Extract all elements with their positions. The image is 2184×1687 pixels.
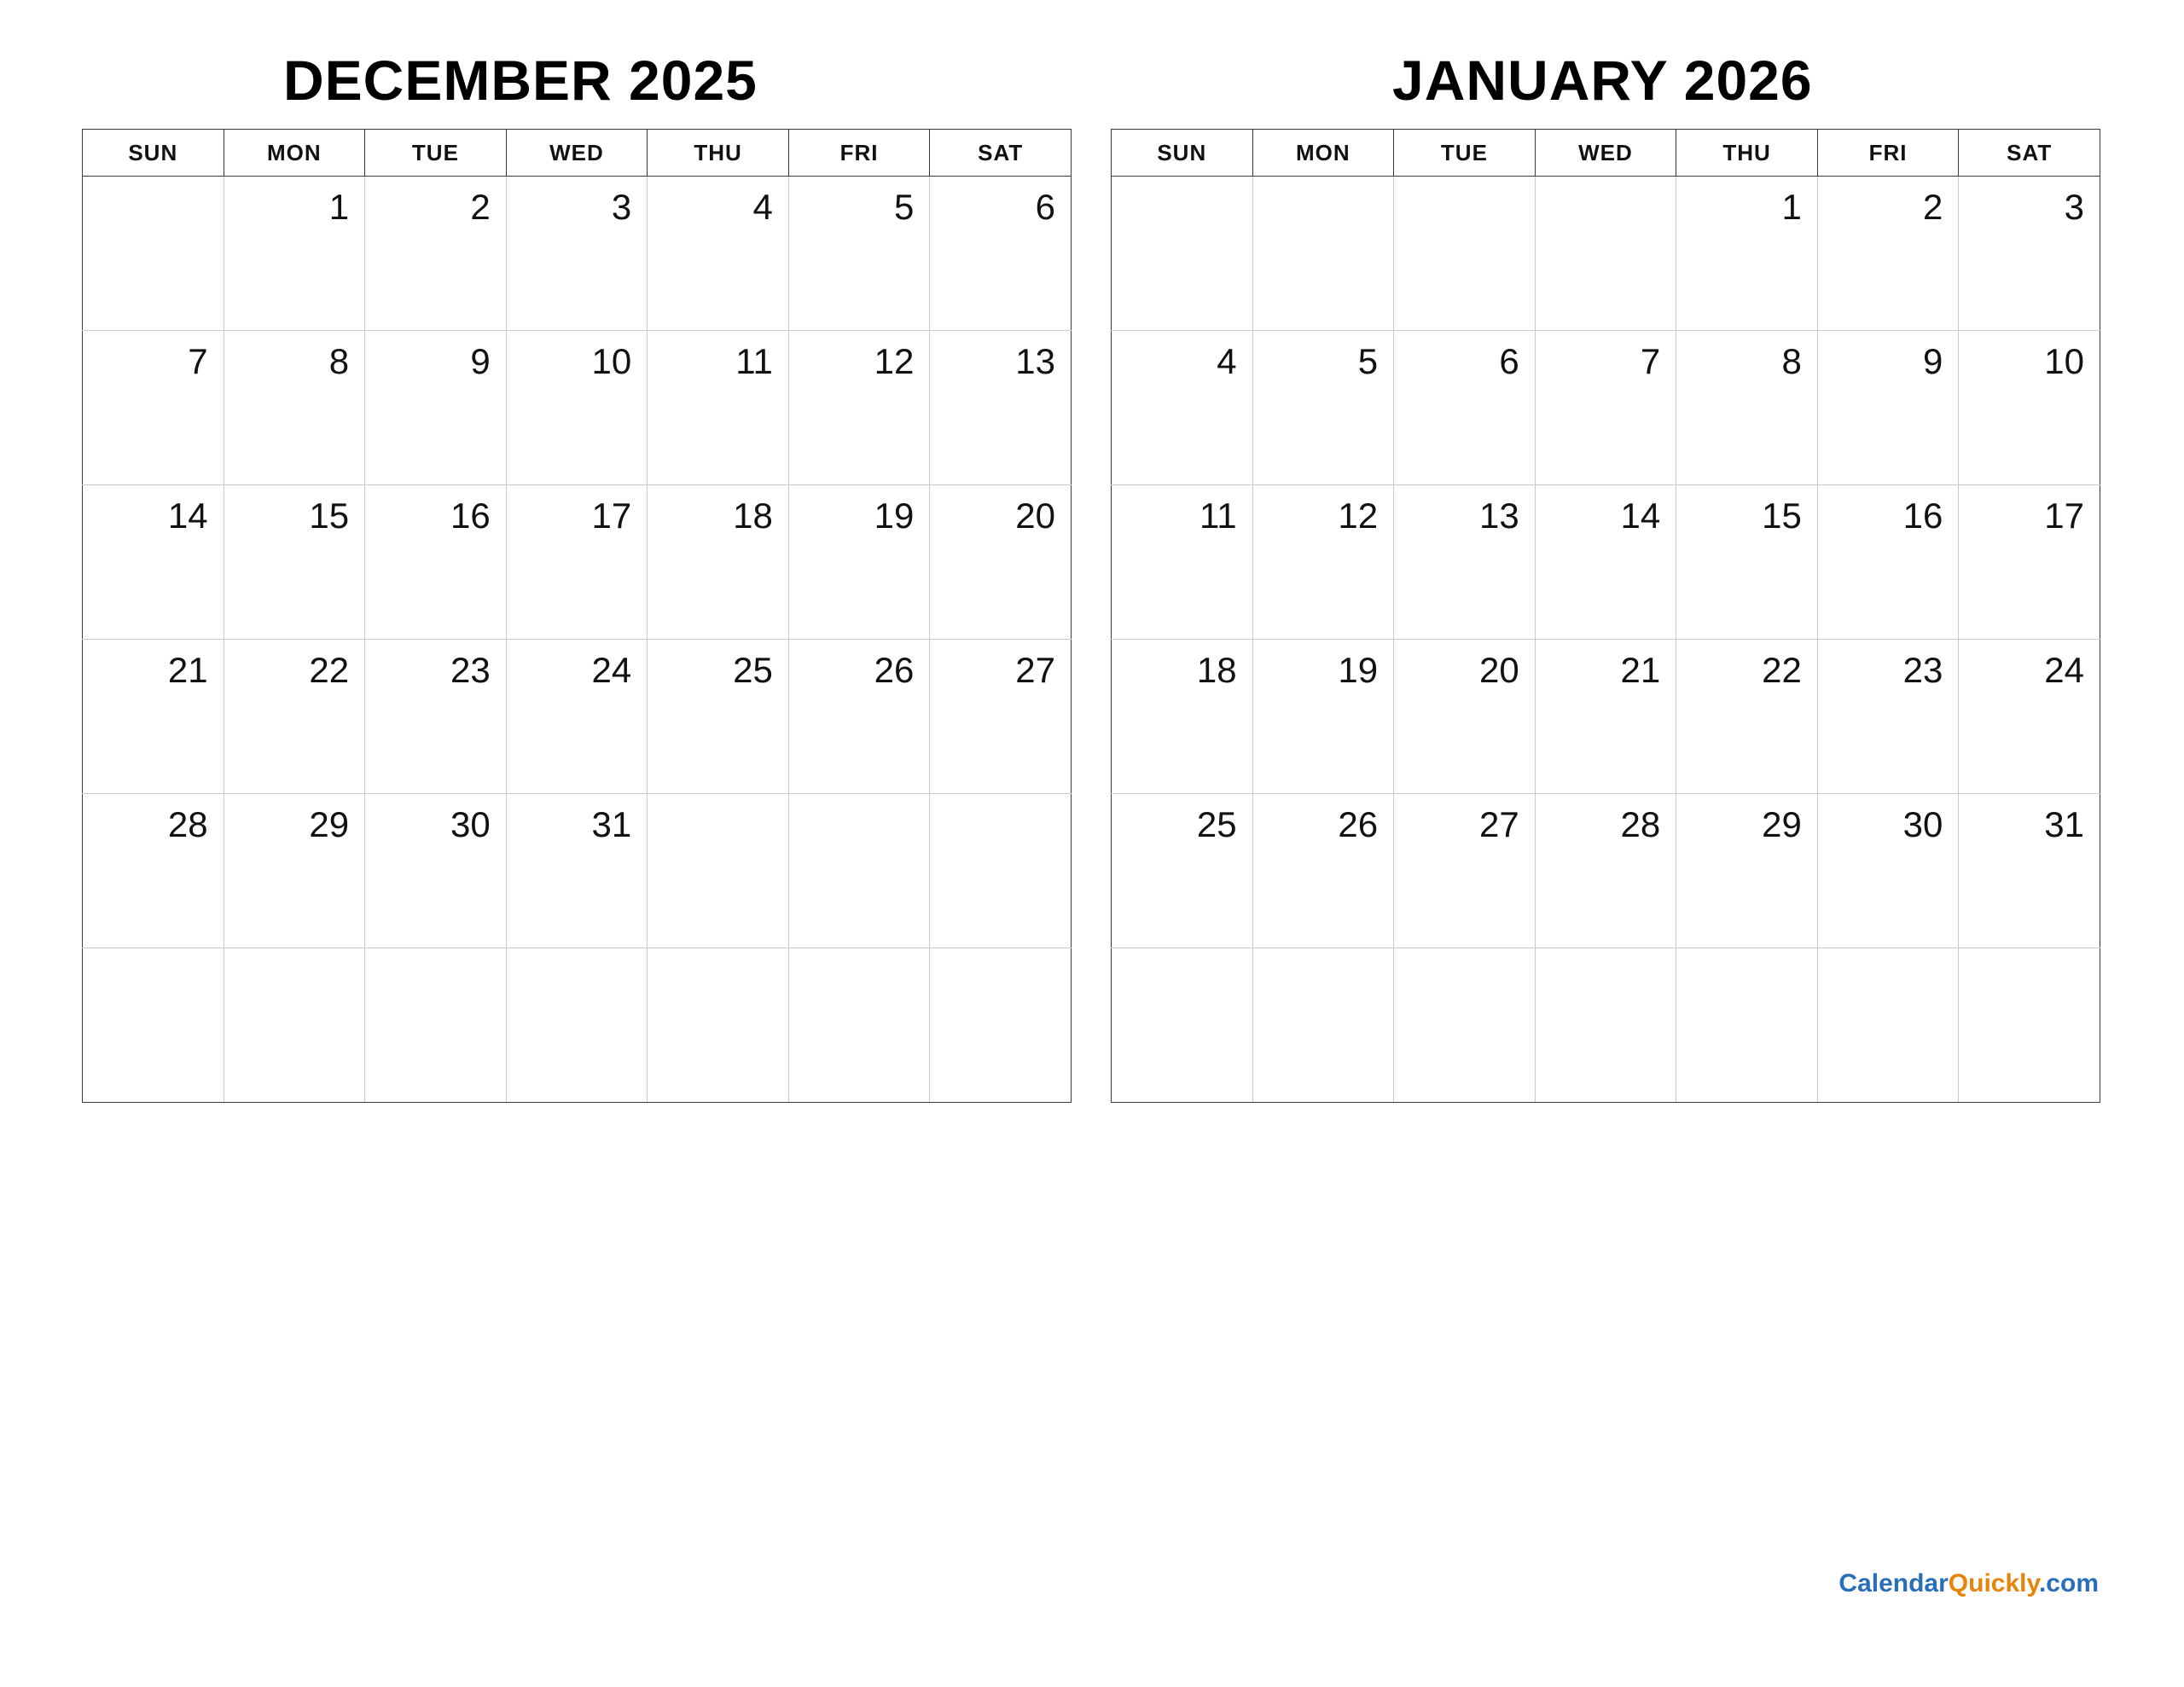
day-cell[interactable]: 24 — [1959, 640, 2100, 794]
weekday-header-january — [1112, 130, 2100, 177]
day-cell[interactable] — [506, 948, 648, 1103]
day-cell[interactable]: 3 — [1959, 177, 2100, 331]
day-cell[interactable]: 9 — [1817, 331, 1959, 485]
calendar-table-december — [82, 129, 1072, 1103]
weekday-thu: THU — [1676, 130, 1818, 177]
day-cell[interactable]: 3 — [506, 177, 648, 331]
day-cell[interactable]: 30 — [365, 794, 507, 948]
calendar-december-2025 — [82, 51, 1072, 1103]
weekday-sun: SUN — [1112, 130, 1253, 177]
day-cell[interactable]: 28 — [83, 794, 224, 948]
day-cell[interactable]: 12 — [1252, 485, 1394, 640]
day-cell[interactable]: 7 — [83, 331, 224, 485]
day-cell[interactable]: 13 — [1394, 485, 1536, 640]
day-cell[interactable]: 22 — [1676, 640, 1818, 794]
day-cell[interactable]: 20 — [1394, 640, 1536, 794]
day-cell[interactable] — [1817, 948, 1959, 1103]
day-cell[interactable]: 13 — [930, 331, 1072, 485]
day-cell[interactable]: 20 — [930, 485, 1072, 640]
day-cell[interactable]: 31 — [1959, 794, 2100, 948]
day-cell[interactable]: 27 — [930, 640, 1072, 794]
week-row — [1112, 177, 2100, 331]
week-row — [83, 485, 1072, 640]
day-cell[interactable]: 11 — [1112, 485, 1253, 640]
day-cell[interactable] — [1112, 948, 1253, 1103]
calendar-body-december — [83, 177, 1072, 1103]
day-cell[interactable] — [648, 794, 789, 948]
day-cell[interactable]: 17 — [506, 485, 648, 640]
day-cell[interactable]: 6 — [1394, 331, 1536, 485]
weekday-mon: MON — [1252, 130, 1394, 177]
weekday-tue: TUE — [1394, 130, 1536, 177]
day-cell[interactable]: 14 — [83, 485, 224, 640]
day-cell[interactable]: 2 — [365, 177, 507, 331]
weekday-sat: SAT — [1959, 130, 2100, 177]
day-cell[interactable]: 4 — [648, 177, 789, 331]
weekday-sat: SAT — [930, 130, 1072, 177]
day-cell[interactable]: 18 — [648, 485, 789, 640]
day-cell[interactable]: 15 — [224, 485, 365, 640]
week-row — [83, 794, 1072, 948]
day-cell[interactable]: 29 — [224, 794, 365, 948]
week-row — [83, 948, 1072, 1103]
day-cell[interactable]: 19 — [788, 485, 930, 640]
day-cell[interactable]: 2 — [1817, 177, 1959, 331]
day-cell[interactable]: 26 — [788, 640, 930, 794]
calendar-container — [82, 51, 2102, 1103]
day-cell[interactable] — [1112, 177, 1253, 331]
day-cell[interactable]: 29 — [1676, 794, 1818, 948]
week-row — [83, 331, 1072, 485]
day-cell[interactable] — [224, 948, 365, 1103]
calendar-table-january — [1111, 129, 2100, 1103]
month-title-january: JANUARY 2026 — [1392, 49, 1813, 112]
day-cell[interactable]: 10 — [1959, 331, 2100, 485]
weekday-fri: FRI — [788, 130, 930, 177]
weekday-fri: FRI — [1817, 130, 1959, 177]
day-cell[interactable]: 4 — [1112, 331, 1253, 485]
day-cell[interactable]: 31 — [506, 794, 648, 948]
day-cell-holiday[interactable]: 1 — [1676, 177, 1818, 331]
day-cell[interactable] — [1252, 948, 1394, 1103]
weekday-row — [83, 130, 1072, 177]
day-cell[interactable] — [930, 794, 1072, 948]
calendar-january-2026 — [1111, 51, 2100, 1103]
brand-calendar-text: Calendar — [1838, 1569, 1949, 1597]
week-row — [1112, 485, 2100, 640]
day-cell[interactable]: 18 — [1112, 640, 1253, 794]
site-branding[interactable] — [1838, 1569, 2099, 1598]
week-row — [1112, 640, 2100, 794]
day-cell[interactable] — [1535, 948, 1676, 1103]
day-cell[interactable]: 23 — [365, 640, 507, 794]
day-cell[interactable]: 17 — [1959, 485, 2100, 640]
weekday-header-december — [83, 130, 1072, 177]
day-cell[interactable]: 21 — [1535, 640, 1676, 794]
day-cell[interactable]: 9 — [365, 331, 507, 485]
day-cell[interactable]: 21 — [83, 640, 224, 794]
brand-dotcom-text: .com — [2038, 1569, 2099, 1597]
day-cell[interactable]: 24 — [506, 640, 648, 794]
day-cell[interactable]: 7 — [1535, 331, 1676, 485]
day-cell[interactable] — [788, 948, 930, 1103]
day-cell[interactable]: 16 — [1817, 485, 1959, 640]
day-cell[interactable]: 16 — [365, 485, 507, 640]
weekday-sun: SUN — [83, 130, 224, 177]
day-cell[interactable] — [1394, 948, 1536, 1103]
day-cell[interactable] — [83, 948, 224, 1103]
day-cell[interactable]: 28 — [1535, 794, 1676, 948]
weekday-row — [1112, 130, 2100, 177]
day-cell[interactable]: 22 — [224, 640, 365, 794]
day-cell[interactable]: 6 — [930, 177, 1072, 331]
day-cell[interactable] — [930, 948, 1072, 1103]
day-cell[interactable]: 26 — [1252, 794, 1394, 948]
day-cell[interactable]: 11 — [648, 331, 789, 485]
day-cell[interactable]: 8 — [224, 331, 365, 485]
day-cell-holiday[interactable]: 19 — [1252, 640, 1394, 794]
month-title-december: DECEMBER 2025 — [283, 49, 758, 112]
day-cell[interactable] — [83, 177, 224, 331]
day-cell[interactable]: 5 — [788, 177, 930, 331]
week-row — [1112, 331, 2100, 485]
day-cell[interactable]: 12 — [788, 331, 930, 485]
weekday-wed: WED — [506, 130, 648, 177]
week-row — [83, 177, 1072, 331]
day-cell[interactable]: 25 — [1112, 794, 1253, 948]
week-row — [1112, 794, 2100, 948]
day-cell[interactable] — [788, 794, 930, 948]
brand-quickly-text: Quickly — [1948, 1569, 2039, 1597]
day-cell[interactable]: 1 — [224, 177, 365, 331]
weekday-wed: WED — [1535, 130, 1676, 177]
weekday-mon: MON — [224, 130, 365, 177]
day-cell[interactable]: 23 — [1817, 640, 1959, 794]
day-cell[interactable]: 30 — [1817, 794, 1959, 948]
day-cell[interactable] — [1535, 177, 1676, 331]
week-row — [1112, 948, 2100, 1103]
day-cell[interactable] — [1252, 177, 1394, 331]
day-cell-holiday[interactable]: 25 — [648, 640, 789, 794]
weekday-thu: THU — [648, 130, 789, 177]
weekday-tue: TUE — [365, 130, 507, 177]
day-cell[interactable] — [1394, 177, 1536, 331]
day-cell[interactable]: 14 — [1535, 485, 1676, 640]
day-cell[interactable]: 15 — [1676, 485, 1818, 640]
day-cell[interactable]: 27 — [1394, 794, 1536, 948]
week-row — [83, 640, 1072, 794]
day-cell[interactable]: 10 — [506, 331, 648, 485]
day-cell[interactable]: 8 — [1676, 331, 1818, 485]
day-cell[interactable] — [365, 948, 507, 1103]
day-cell[interactable] — [1676, 948, 1818, 1103]
calendar-body-january — [1112, 177, 2100, 1103]
day-cell[interactable] — [1959, 948, 2100, 1103]
day-cell[interactable] — [648, 948, 789, 1103]
day-cell[interactable]: 5 — [1252, 331, 1394, 485]
